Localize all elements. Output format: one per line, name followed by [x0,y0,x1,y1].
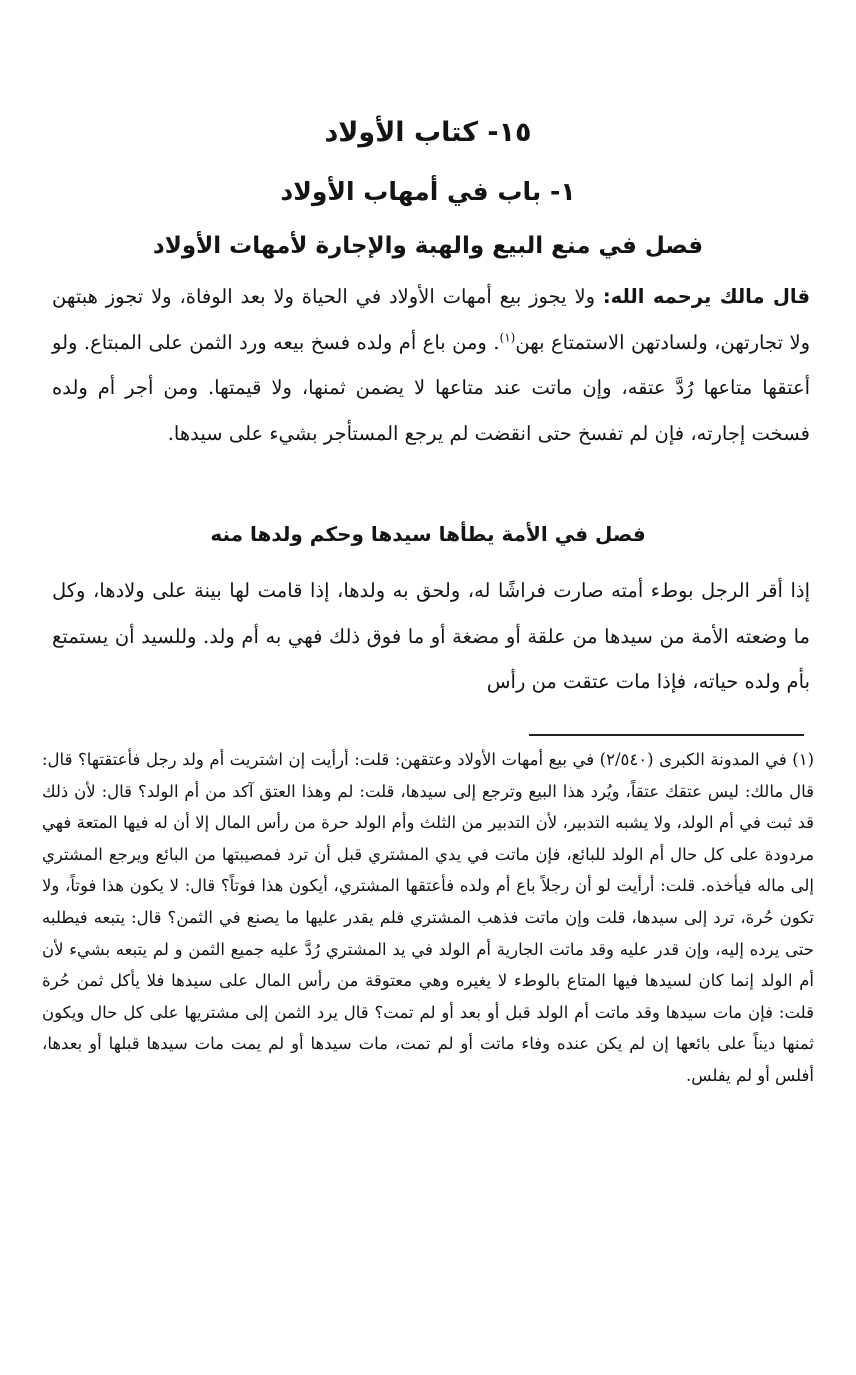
section-paragraph: إذا أقر الرجل بوطء أمته صارت فراشًا له، ولحق به ولدها، إذا قامت لها بينة على ولادها، وكل ما وضعته الأمة من سيدها من علقة أو مضغة أو ما فوق ذلك فهي به أم ولد. وللسيد أن يستمتع بأم ولده حياته، فإذا مات عتقت من رأس [52,579,810,694]
footnote: (١) في المدونة الكبرى (٢/٥٤٠) في بيع أمهات الأولاد وعتقهن: قلت: أرأيت إن اشتريت أم ولد رجل فأعتقتها؟ قال: قال مالك: ليس عتقك عتقاً، ويُرد هذا البيع وترجع إلى سيدها، قلت: لم وهذا العتق آكد من أم الولد؟ قال: لأن ذلك قد ثبت في أم الولد، ولا يشبه التدبير، لأن التدبير من الثلث وأم الولد حرة من رأس المال إلا أن له فيها المتعة فهي مردودة على كل حال أم الولد للبائع، فإن ماتت في يدي المشتري قبل أن ترد فمصيبتها من البائع ويرجع المشتري إلى ماله فيأخذه. قلت: أرأيت لو أن رجلاً باع أم ولده فأعتقها المشتري، أيكون هذا فوتاً؟ قال: لا يكون هذا فوتاً، ولا تكون حُرة، ترد إلى سيدها، قلت وإن ماتت فذهب المشتري فلم يقدر عليها ما يصنع في الثمن؟ قال: يتبعه فيطلبه حتى يرده إليه، وإن قدر عليه وقد ماتت الجارية أم الولد في يد المشتري رُدَّ عليه جميع الثمن و لم يتبعه بشيء لأن أم الولد إنما كان لسيدها فيها المتاع بالوطء لا يغيره وهي معتوقة من رأس المال على سيدها فلا يأكل ثمن حُرة قلت: فإن مات سيدها وقد ماتت أم الولد قبل أو بعد أو لم تمت؟ قال يرد الثمن إلى مشتريها على كل حال ويكون ثمنها ديناً على بائعها إن لم يكن عنده وفاء ماتت أو لم تمت، مات سيدها أو لم يمت مات سيدها قبلها أو بعدها، أفلس أو لم يفلس. [42,750,814,1085]
paragraph-lead: قال مالك يرحمه الله: [602,285,811,308]
chapter-title: ١- باب في أمهاب الأولاد [280,177,576,206]
paragraph-text-continued: . ومن باع أم ولده فسخ بيعه ورد الثمن على المبتاع. ولو أعتقها متاعها رُدَّ عتقه، وإن ماتت عند متاعها لا يضمن ثمنها، ولا قيمتها. ومن أجر أم ولده فسخت إجارته، فإن لم تفسخ حتى انقضت لم يرجع المستأجر بشيء على سيدها. [52,330,810,445]
section-paragraph [52,274,810,456]
section-title: فصل في الأمة يطأها سيدها وحكم ولدها منه [210,522,646,546]
section-title: فصل في منع البيع والهبة والإجارة لأمهات الأولاد [152,233,704,259]
paragraph-text: ولا يجوز بيع أمهات الأولاد في الحياة ولا بعد الوفاة، ولا تجوز هبتهن ولا تجارتهن، ولسادتهن الاستمتاع بهن [52,285,810,354]
book-title: ١٥- كتاب الأولاد [324,117,532,148]
footnote-reference[interactable]: (١) [499,330,516,345]
footnote-divider [529,734,804,736]
